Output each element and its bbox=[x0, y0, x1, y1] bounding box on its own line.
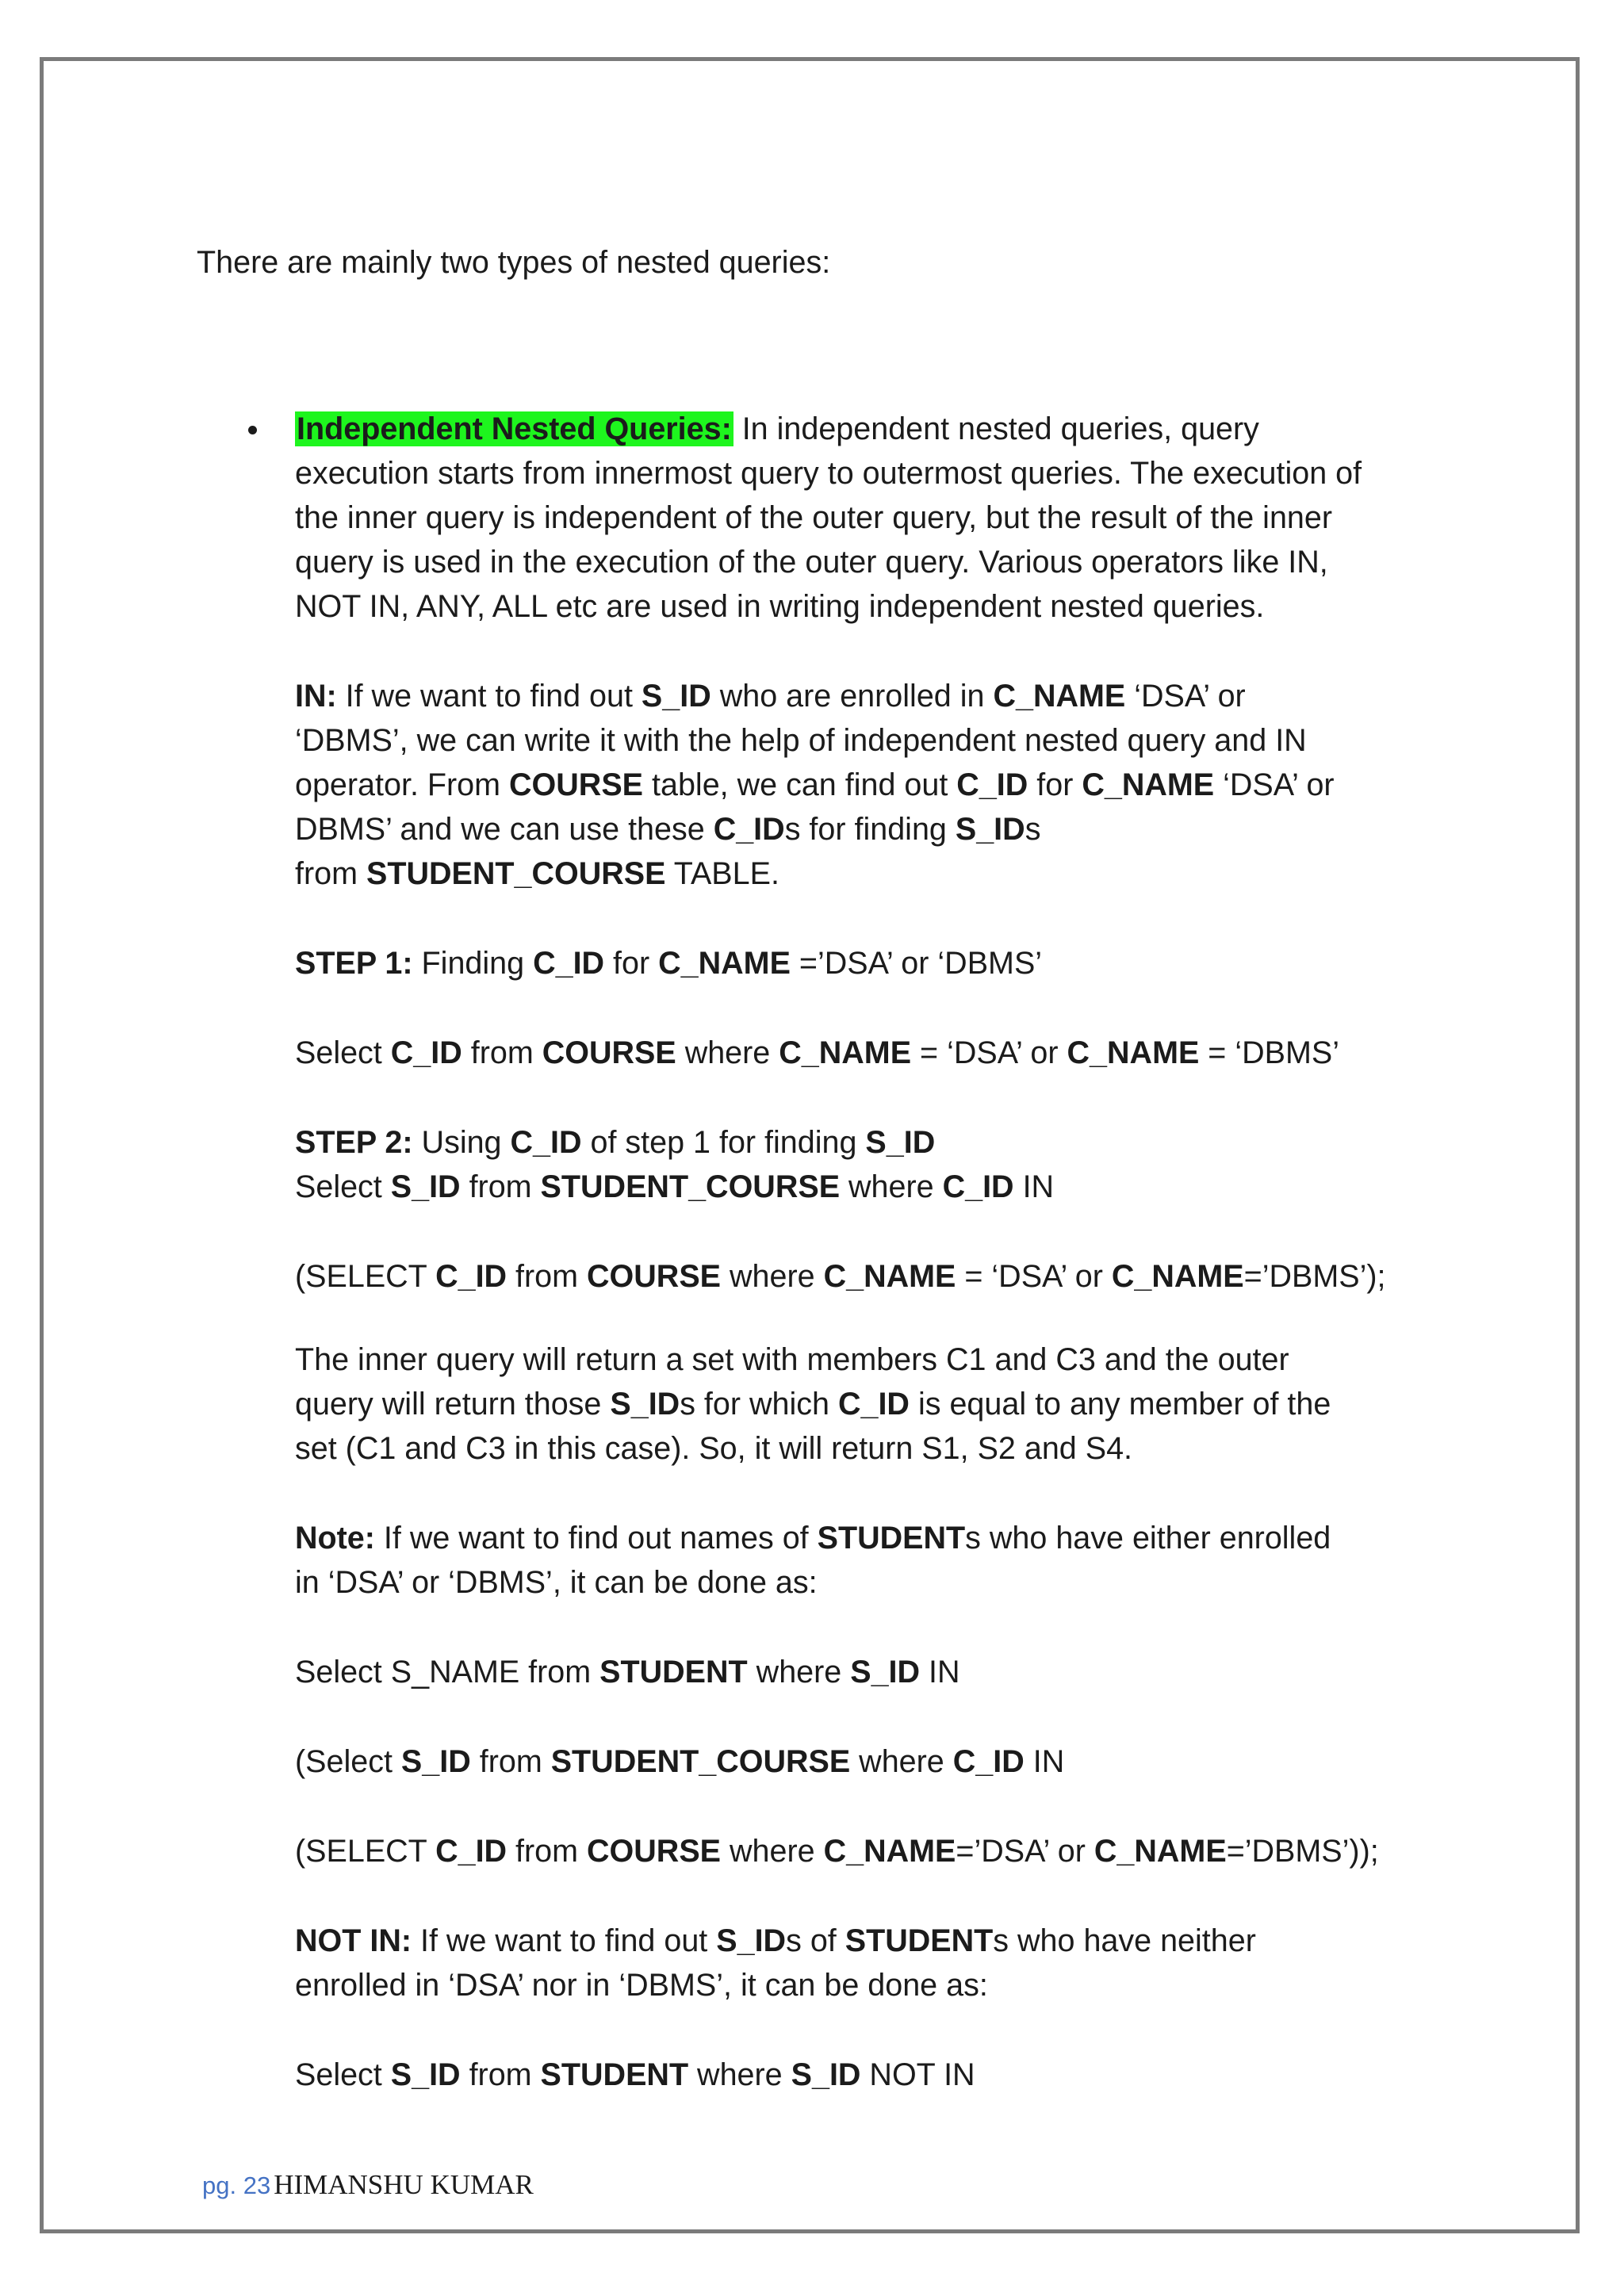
independent-line-4: query is used in the execution of the outer query. Various operators like IN, bbox=[295, 545, 1328, 580]
independent-line-1: Independent Nested Queries: In independent nested queries, query bbox=[297, 411, 1259, 446]
page-number: pg. 23 bbox=[202, 2172, 271, 2199]
step2-subquery: (SELECT C_ID from COURSE where C_NAME = ‘DSA’ or C_NAME=’DBMS’); bbox=[295, 1259, 1386, 1294]
note-query-1: Select S_NAME from STUDENT where S_ID IN bbox=[295, 1655, 960, 1689]
in-line-3: operator. From COURSE table, we can find out C_ID for C_NAME ‘DSA’ or bbox=[295, 767, 1335, 802]
result-line-1: The inner query will return a set with members C1 and C3 and the outer bbox=[295, 1342, 1289, 1377]
independent-line-5: NOT IN, ANY, ALL etc are used in writing independent nested queries. bbox=[295, 589, 1265, 624]
page-footer bbox=[202, 2171, 534, 2198]
result-line-2: query will return those S_IDs for which C_ID is equal to any member of the bbox=[295, 1387, 1331, 1422]
author-name: HIMANSHU KUMAR bbox=[274, 2169, 534, 2200]
note-line-1: Note: If we want to find out names of STUDENTs who have either enrolled bbox=[295, 1521, 1331, 1556]
not-in-line-1: NOT IN: If we want to find out S_IDs of STUDENTs who have neither bbox=[295, 1923, 1256, 1958]
note-query-2: (Select S_ID from STUDENT_COURSE where C_ID IN bbox=[295, 1744, 1065, 1779]
in-line-2: ‘DBMS’, we can write it with the help of independent nested query and IN bbox=[295, 723, 1307, 758]
step1-line: STEP 1: Finding C_ID for C_NAME =’DSA’ or ‘DBMS’ bbox=[295, 946, 1043, 981]
step1-query: Select C_ID from COURSE where C_NAME = ‘DSA’ or C_NAME = ‘DBMS’ bbox=[295, 1035, 1340, 1070]
step2-query: Select S_ID from STUDENT_COURSE where C_ID IN bbox=[295, 1169, 1055, 1204]
intro-text: There are mainly two types of nested queries: bbox=[197, 245, 831, 280]
note-query-3: (SELECT C_ID from COURSE where C_NAME=’DSA’ or C_NAME=’DBMS’)); bbox=[295, 1834, 1379, 1869]
not-in-line-2: enrolled in ‘DSA’ nor in ‘DBMS’, it can be done as: bbox=[295, 1968, 988, 2003]
independent-line-3: the inner query is independent of the outer query, but the result of the inner bbox=[295, 500, 1333, 535]
in-line-1: IN: If we want to find out S_ID who are enrolled in C_NAME ‘DSA’ or bbox=[295, 679, 1246, 714]
not-in-query: Select S_ID from STUDENT where S_ID NOT IN bbox=[295, 2057, 975, 2092]
in-line-4: DBMS’ and we can use these C_IDs for finding S_IDs bbox=[295, 812, 1041, 847]
step2-line: STEP 2: Using C_ID of step 1 for finding S_ID bbox=[295, 1125, 936, 1160]
bullet-icon bbox=[248, 426, 257, 434]
result-line-3: set (C1 and C3 in this case). So, it will return S1, S2 and S4. bbox=[295, 1431, 1133, 1466]
in-line-5: from STUDENT_COURSE TABLE. bbox=[295, 856, 779, 891]
independent-line-2: execution starts from innermost query to outermost queries. The execution of bbox=[295, 456, 1362, 491]
independent-title: Independent Nested Queries: bbox=[297, 411, 732, 446]
note-line-2: in ‘DSA’ or ‘DBMS’, it can be done as: bbox=[295, 1565, 818, 1600]
